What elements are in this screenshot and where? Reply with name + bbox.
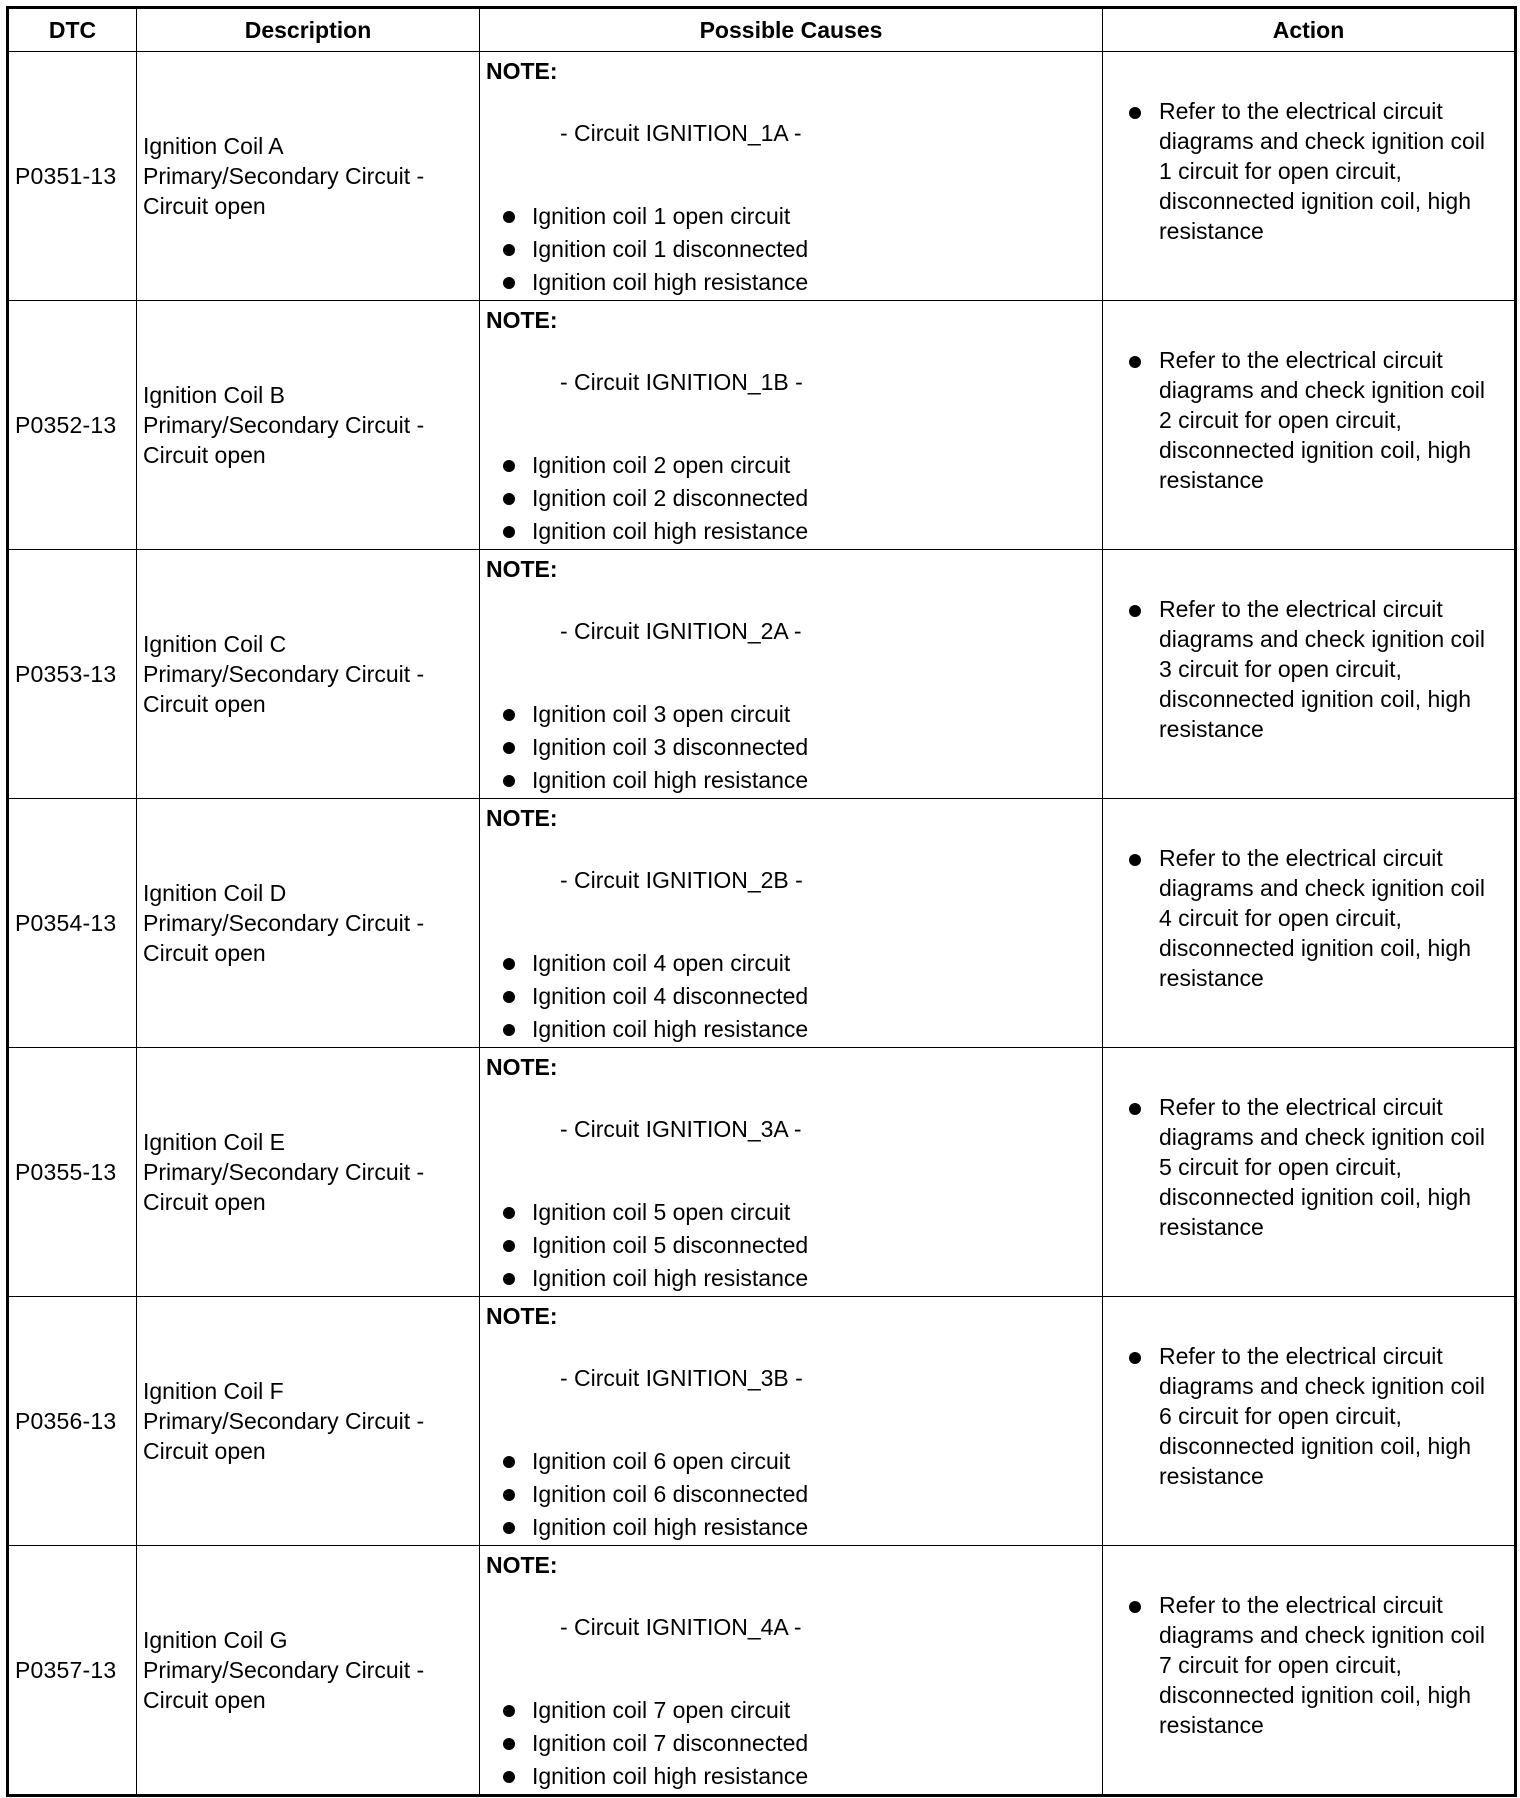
action-text: Refer to the electrical circuit diagrams and check ignition coil 2 circuit for open circuit, disconnected ignition coil, high resistance: [1159, 347, 1486, 493]
action-text: Refer to the electrical circuit diagrams and check ignition coil 6 circuit for open circuit, disconnected ignition coil, high resistance: [1159, 1343, 1486, 1489]
description-cell: [137, 1297, 480, 1546]
possible-causes: [480, 52, 1102, 300]
description-line: Ignition Coil G: [143, 1627, 288, 1653]
possible-causes: [480, 1546, 1102, 1794]
action-cell: [1103, 1546, 1516, 1796]
header-description: Description: [137, 8, 480, 52]
cause-list: [500, 698, 808, 797]
bullet-icon: [1129, 1103, 1141, 1115]
cause-item: [500, 1229, 808, 1262]
cause-item: [500, 200, 808, 233]
description-cell: [137, 550, 480, 799]
description-line: Primary/Secondary Circuit -: [143, 1159, 425, 1185]
dtc-code: P0357-13: [15, 1656, 117, 1683]
dtc-cell: [8, 52, 137, 301]
cause-list: [500, 947, 808, 1046]
bullet-icon: [503, 211, 515, 223]
bullet-icon: [1129, 605, 1141, 617]
action-cell: [1103, 1297, 1516, 1546]
note-label: NOTE:: [486, 1054, 558, 1080]
bullet-icon: [503, 1207, 515, 1219]
possible-causes: [480, 1048, 1102, 1296]
action-item: [1103, 301, 1514, 549]
dtc-code: P0351-13: [15, 162, 117, 189]
bullet-icon: [503, 1456, 515, 1468]
cause-list: [500, 1445, 808, 1544]
dtc-document: [6, 6, 1514, 1792]
header-row: [8, 8, 1516, 52]
circuit-name: - Circuit IGNITION_1A -: [560, 120, 802, 146]
description-cell: [137, 301, 480, 550]
description-cell: [137, 1546, 480, 1796]
cause-text: Ignition coil 4 disconnected: [532, 983, 809, 1009]
possible-causes: [480, 301, 1102, 549]
bullet-icon: [503, 493, 515, 505]
description-line: Primary/Secondary Circuit -: [143, 163, 425, 189]
dtc-code: P0354-13: [15, 909, 117, 936]
description-line: Circuit open: [143, 1438, 266, 1464]
bullet-icon: [503, 709, 515, 721]
circuit-name: - Circuit IGNITION_2B -: [560, 867, 803, 893]
bullet-icon: [503, 1771, 515, 1783]
cause-item: [500, 233, 808, 266]
action-cell: [1103, 799, 1516, 1048]
description-cell: [137, 1048, 480, 1297]
dtc-cell: [8, 1546, 137, 1796]
description-text: [137, 878, 479, 968]
table-row: [8, 1048, 1516, 1297]
action-item: [1103, 52, 1514, 300]
description-line: Primary/Secondary Circuit -: [143, 910, 425, 936]
circuit-name: - Circuit IGNITION_3A -: [560, 1116, 802, 1142]
description-cell: [137, 799, 480, 1048]
cause-text: Ignition coil 1 disconnected: [532, 236, 809, 262]
cause-item: [500, 1478, 808, 1511]
cause-text: Ignition coil high resistance: [532, 1763, 809, 1789]
possible-causes-cell: [480, 52, 1103, 301]
note-label: NOTE:: [486, 307, 558, 333]
note-label: NOTE:: [486, 1552, 558, 1578]
action-text: Refer to the electrical circuit diagrams and check ignition coil 7 circuit for open circuit, disconnected ignition coil, high resistance: [1159, 1592, 1486, 1738]
table-row: [8, 1297, 1516, 1546]
cause-item: [500, 1760, 808, 1793]
action-cell: [1103, 52, 1516, 301]
description-text: [137, 1376, 479, 1466]
bullet-icon: [1129, 1601, 1141, 1613]
circuit-name: - Circuit IGNITION_3B -: [560, 1365, 803, 1391]
cause-item: [500, 1445, 808, 1478]
circuit-name: - Circuit IGNITION_1B -: [560, 369, 803, 395]
dtc-table: [6, 6, 1517, 1797]
action-item: [1103, 550, 1514, 798]
bullet-icon: [503, 460, 515, 472]
cause-text: Ignition coil high resistance: [532, 1514, 809, 1540]
cause-item: [500, 1511, 808, 1544]
cause-item: [500, 698, 808, 731]
description-line: Ignition Coil E: [143, 1129, 285, 1155]
description-line: Primary/Secondary Circuit -: [143, 1657, 425, 1683]
cause-item: [500, 1196, 808, 1229]
action-item: [1103, 1546, 1514, 1794]
cause-text: Ignition coil 3 open circuit: [532, 701, 791, 727]
bullet-icon: [1129, 854, 1141, 866]
action-text: Refer to the electrical circuit diagrams and check ignition coil 1 circuit for open circuit, disconnected ignition coil, high resistance: [1159, 98, 1486, 244]
description-text: [137, 1127, 479, 1217]
possible-causes-cell: [480, 550, 1103, 799]
description-line: Primary/Secondary Circuit -: [143, 661, 425, 687]
cause-item: [500, 731, 808, 764]
cause-item: [500, 449, 808, 482]
cause-list: [500, 449, 808, 548]
action-text: Refer to the electrical circuit diagrams and check ignition coil 3 circuit for open circuit, disconnected ignition coil, high resistance: [1159, 596, 1486, 742]
note-label: NOTE:: [486, 58, 558, 84]
action-text: Refer to the electrical circuit diagrams and check ignition coil 4 circuit for open circuit, disconnected ignition coil, high resistance: [1159, 845, 1486, 991]
description-line: Ignition Coil B: [143, 382, 285, 408]
cause-text: Ignition coil 4 open circuit: [532, 950, 791, 976]
circuit-name: - Circuit IGNITION_2A -: [560, 618, 802, 644]
description-text: [137, 131, 479, 221]
table-row: [8, 301, 1516, 550]
note-label: NOTE:: [486, 1303, 558, 1329]
bullet-icon: [503, 1738, 515, 1750]
bullet-icon: [503, 742, 515, 754]
bullet-icon: [503, 991, 515, 1003]
description-line: Ignition Coil D: [143, 880, 287, 906]
possible-causes-cell: [480, 1048, 1103, 1297]
bullet-icon: [503, 1240, 515, 1252]
table-row: [8, 52, 1516, 301]
description-text: [137, 380, 479, 470]
dtc-code: P0352-13: [15, 411, 117, 438]
bullet-icon: [503, 1024, 515, 1036]
dtc-cell: [8, 1297, 137, 1546]
cause-text: Ignition coil 1 open circuit: [532, 203, 791, 229]
dtc-code: P0353-13: [15, 660, 117, 687]
cause-text: Ignition coil 5 disconnected: [532, 1232, 809, 1258]
possible-causes-cell: [480, 799, 1103, 1048]
cause-text: Ignition coil high resistance: [532, 1016, 809, 1042]
cause-list: [500, 1196, 808, 1295]
dtc-code: P0356-13: [15, 1407, 117, 1434]
cause-item: [500, 1727, 808, 1760]
action-item: [1103, 1297, 1514, 1545]
bullet-icon: [503, 526, 515, 538]
cause-text: Ignition coil 2 disconnected: [532, 485, 809, 511]
possible-causes-cell: [480, 301, 1103, 550]
description-line: Primary/Secondary Circuit -: [143, 412, 425, 438]
description-line: Circuit open: [143, 193, 266, 219]
cause-item: [500, 947, 808, 980]
description-line: Ignition Coil C: [143, 631, 287, 657]
cause-item: [500, 764, 808, 797]
cause-text: Ignition coil high resistance: [532, 518, 809, 544]
action-cell: [1103, 301, 1516, 550]
bullet-icon: [503, 958, 515, 970]
possible-causes-cell: [480, 1297, 1103, 1546]
dtc-cell: [8, 301, 137, 550]
cause-text: Ignition coil 3 disconnected: [532, 734, 809, 760]
cause-text: Ignition coil high resistance: [532, 767, 809, 793]
cause-item: [500, 1694, 808, 1727]
bullet-icon: [503, 277, 515, 289]
cause-list: [500, 1694, 808, 1793]
description-line: Circuit open: [143, 1687, 266, 1713]
dtc-code: P0355-13: [15, 1158, 117, 1185]
bullet-icon: [1129, 356, 1141, 368]
bullet-icon: [503, 1489, 515, 1501]
action-item: [1103, 799, 1514, 1047]
description-line: Circuit open: [143, 442, 266, 468]
dtc-cell: [8, 1048, 137, 1297]
cause-item: [500, 1013, 808, 1046]
cause-list: [500, 200, 808, 299]
action-text: Refer to the electrical circuit diagrams and check ignition coil 5 circuit for open circuit, disconnected ignition coil, high resistance: [1159, 1094, 1486, 1240]
bullet-icon: [503, 1705, 515, 1717]
cause-text: Ignition coil 7 open circuit: [532, 1697, 791, 1723]
table-row: [8, 1546, 1516, 1796]
cause-text: Ignition coil high resistance: [532, 269, 809, 295]
cause-item: [500, 980, 808, 1013]
header-dtc: DTC: [8, 8, 137, 52]
action-cell: [1103, 1048, 1516, 1297]
description-text: [137, 629, 479, 719]
description-line: Circuit open: [143, 1189, 266, 1215]
cause-text: Ignition coil high resistance: [532, 1265, 809, 1291]
dtc-cell: [8, 799, 137, 1048]
dtc-cell: [8, 550, 137, 799]
cause-item: [500, 1262, 808, 1295]
description-cell: [137, 52, 480, 301]
possible-causes-cell: [480, 1546, 1103, 1796]
cause-text: Ignition coil 6 disconnected: [532, 1481, 809, 1507]
action-cell: [1103, 550, 1516, 799]
bullet-icon: [503, 1273, 515, 1285]
bullet-icon: [1129, 1352, 1141, 1364]
header-action: Action: [1103, 8, 1516, 52]
note-label: NOTE:: [486, 556, 558, 582]
bullet-icon: [503, 244, 515, 256]
cause-item: [500, 482, 808, 515]
description-line: Circuit open: [143, 691, 266, 717]
description-line: Circuit open: [143, 940, 266, 966]
bullet-icon: [503, 1522, 515, 1534]
cause-text: Ignition coil 6 open circuit: [532, 1448, 791, 1474]
bullet-icon: [503, 775, 515, 787]
cause-text: Ignition coil 7 disconnected: [532, 1730, 809, 1756]
description-line: Ignition Coil A: [143, 133, 284, 159]
header-possible-causes: Possible Causes: [480, 8, 1103, 52]
cause-item: [500, 266, 808, 299]
cause-text: Ignition coil 5 open circuit: [532, 1199, 791, 1225]
note-label: NOTE:: [486, 805, 558, 831]
description-line: Primary/Secondary Circuit -: [143, 1408, 425, 1434]
cause-item: [500, 515, 808, 548]
bullet-icon: [1129, 107, 1141, 119]
table-row: [8, 799, 1516, 1048]
circuit-name: - Circuit IGNITION_4A -: [560, 1614, 802, 1640]
table-row: [8, 550, 1516, 799]
description-text: [137, 1625, 479, 1715]
description-line: Ignition Coil F: [143, 1378, 284, 1404]
possible-causes: [480, 799, 1102, 1047]
possible-causes: [480, 550, 1102, 798]
action-item: [1103, 1048, 1514, 1296]
possible-causes: [480, 1297, 1102, 1545]
cause-text: Ignition coil 2 open circuit: [532, 452, 791, 478]
